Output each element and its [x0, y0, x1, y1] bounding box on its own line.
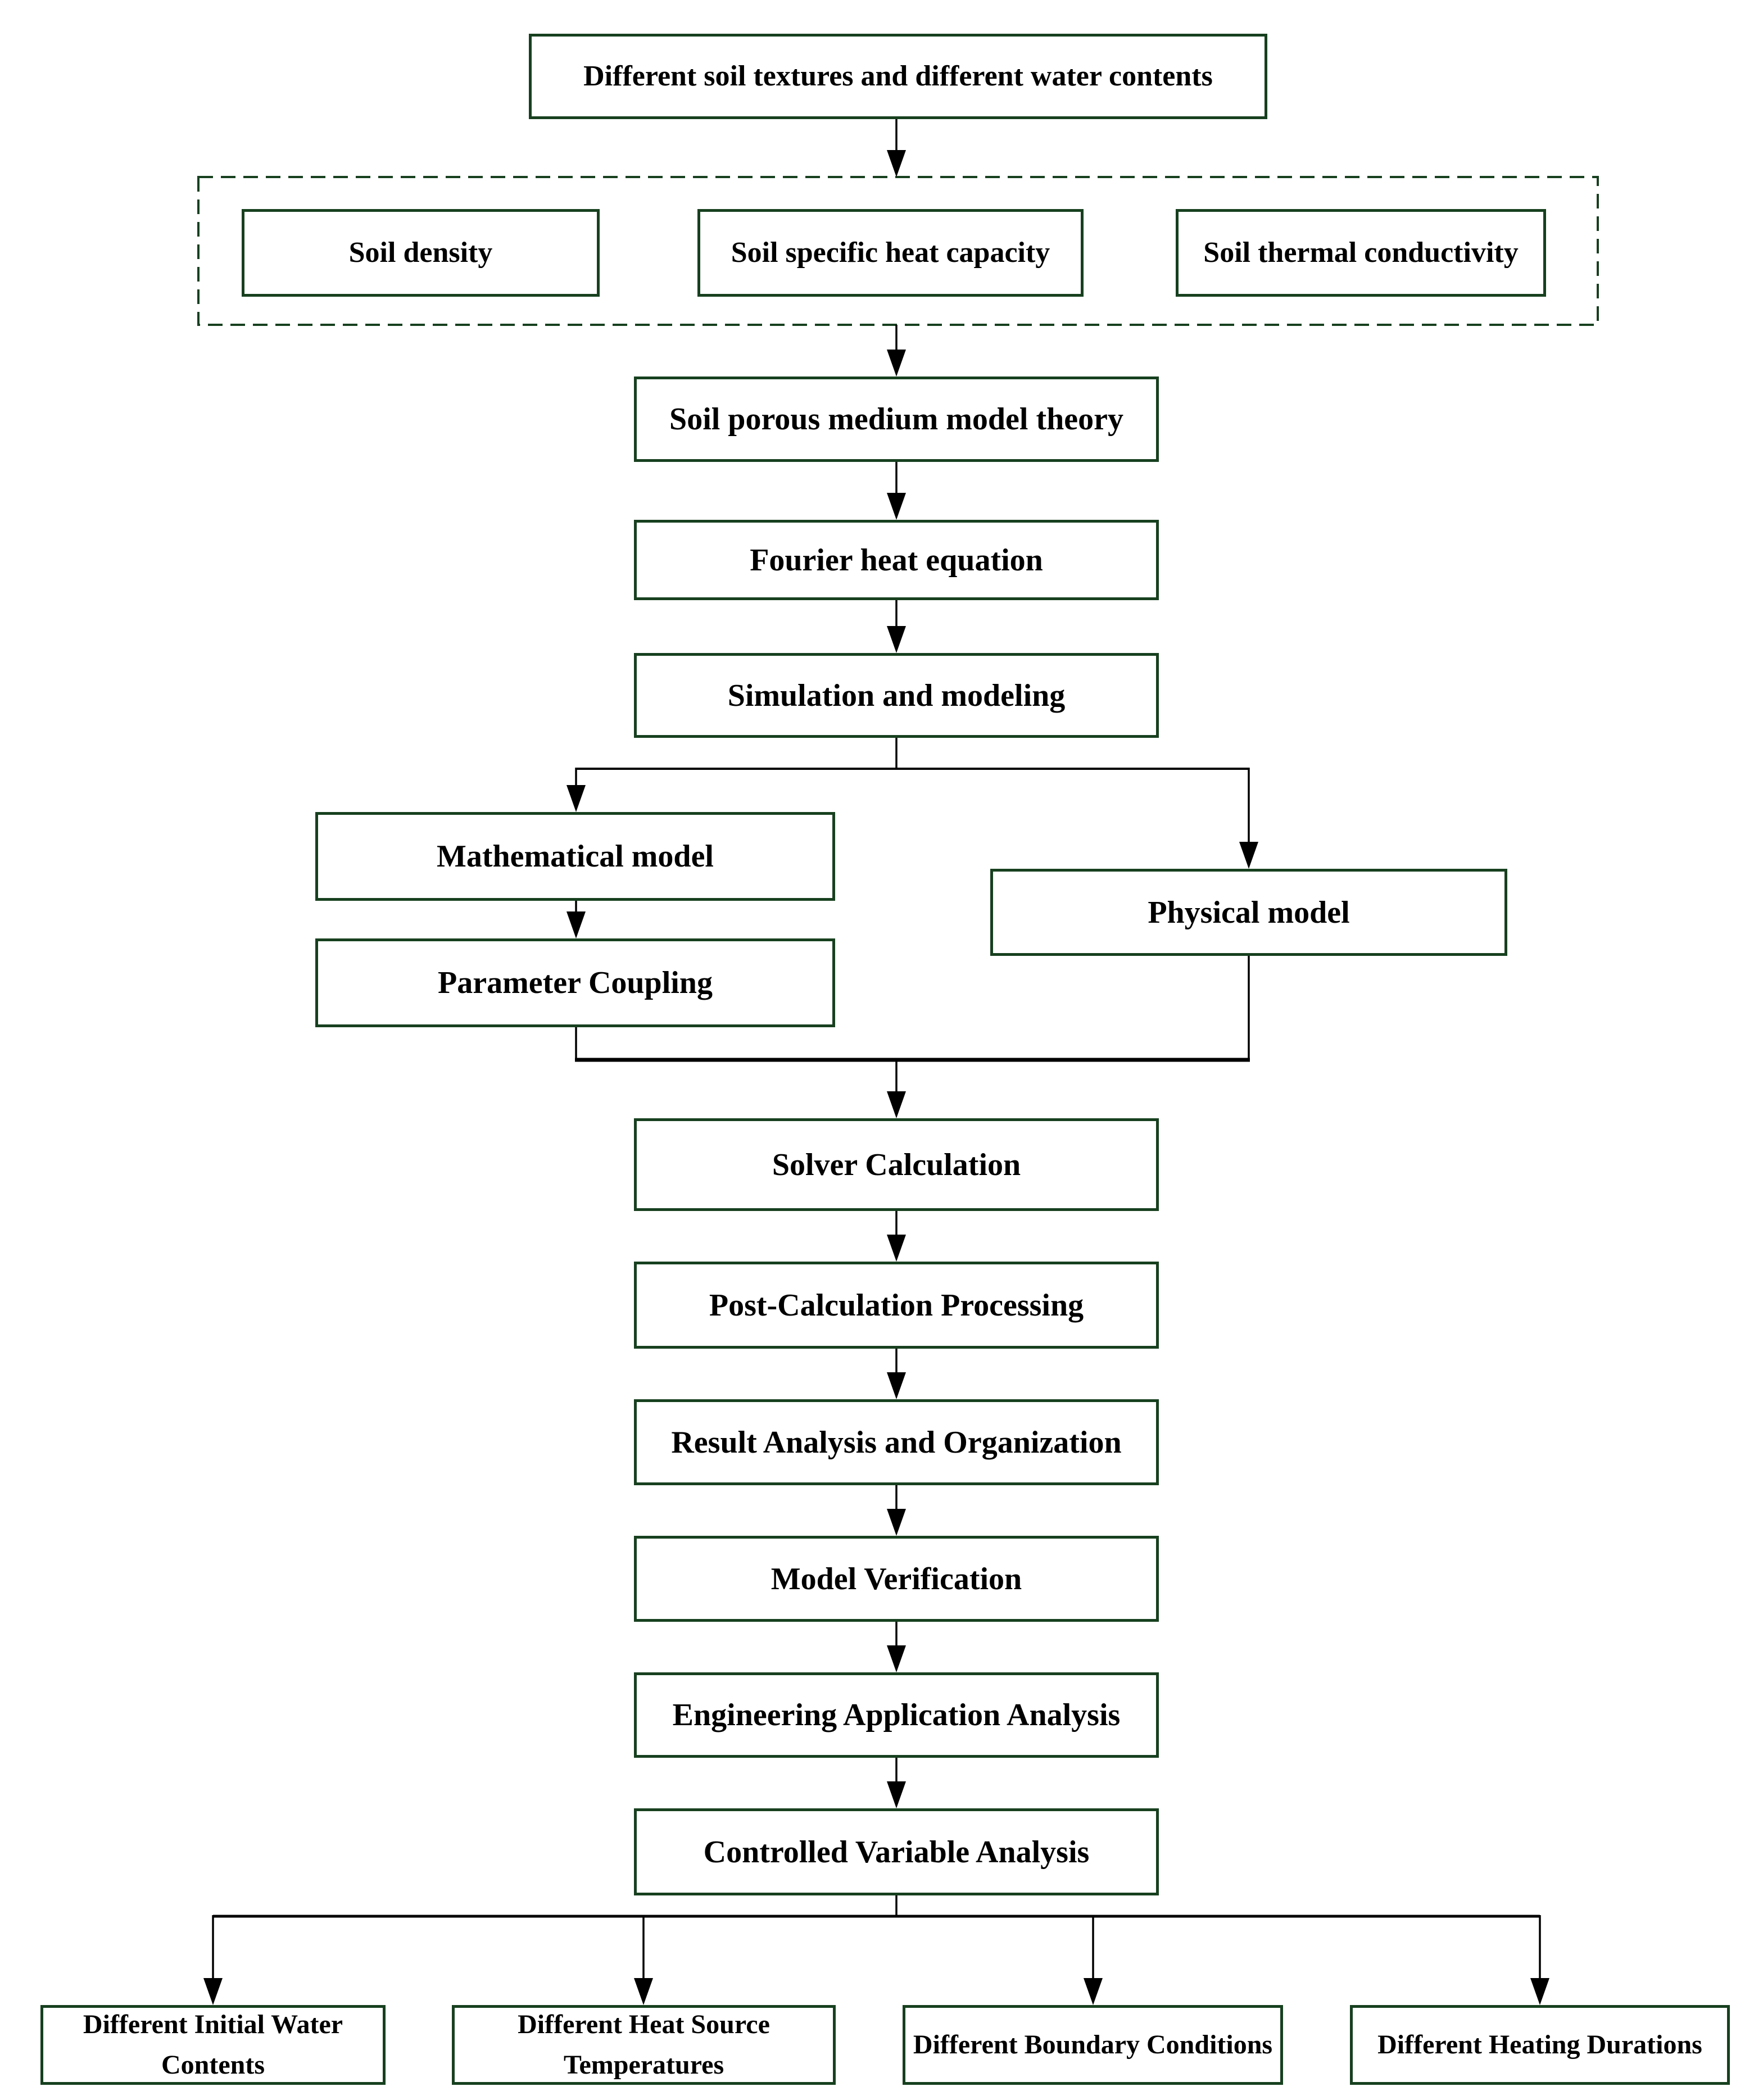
arrowhead-icon	[887, 1645, 906, 1672]
arrowhead-icon	[1239, 842, 1258, 869]
arrowhead-icon	[887, 1509, 906, 1536]
node-porous-theory-label: Soil porous medium model theory	[669, 402, 1123, 437]
node-post-processing	[634, 1262, 1159, 1349]
arrow-post-to-result	[887, 1349, 906, 1399]
arrowhead-icon	[887, 150, 906, 177]
node-physical-model	[990, 869, 1507, 956]
node-fourier-equation	[634, 520, 1159, 600]
node-mathematical-model	[315, 812, 835, 901]
node-soil-specific-heat-label: Soil specific heat capacity	[731, 237, 1050, 269]
arrowhead-icon	[887, 350, 906, 377]
arrow-porous-to-fourier	[887, 462, 906, 520]
node-result-analysis-label: Result Analysis and Organization	[671, 1425, 1122, 1460]
arrow-solver-to-post	[887, 1211, 906, 1262]
arrowhead-icon	[887, 626, 906, 653]
node-soil-density-label: Soil density	[348, 237, 493, 269]
node-parameter-coupling-label: Parameter Coupling	[438, 965, 713, 1000]
arrowhead-icon	[887, 1372, 906, 1399]
arrowhead-icon	[887, 1091, 906, 1118]
node-boundary-conditions	[903, 2005, 1283, 2085]
node-heating-durations-label: Different Heating Durations	[1377, 2030, 1702, 2060]
node-simulation-modeling	[634, 653, 1159, 738]
node-soil-inputs-label: Different soil textures and different water contents	[583, 60, 1213, 92]
node-heat-source-temperatures	[452, 2005, 836, 2085]
arrowhead-icon	[887, 1781, 906, 1808]
node-soil-thermal-conductivity-label: Soil thermal conductivity	[1203, 237, 1519, 269]
node-parameter-coupling	[315, 938, 835, 1027]
node-heat-source-temperatures-label: Different Heat Source Temperatures	[518, 2010, 770, 2080]
node-controlled-variable-label: Controlled Variable Analysis	[703, 1834, 1090, 1870]
arrowhead-icon	[1084, 1978, 1103, 2005]
node-soil-inputs	[529, 34, 1267, 119]
arrow-fourier-to-simulation	[887, 600, 906, 653]
node-initial-water-contents	[40, 2005, 386, 2085]
node-model-verification-label: Model Verification	[771, 1561, 1022, 1596]
branch-controlled-split	[203, 1895, 1549, 2005]
node-post-processing-label: Post-Calculation Processing	[709, 1287, 1084, 1323]
arrowhead-icon	[203, 1978, 223, 2005]
node-fourier-equation-label: Fourier heat equation	[750, 542, 1043, 578]
arrowhead-icon	[887, 493, 906, 520]
node-solver-calculation	[634, 1118, 1159, 1211]
node-solver-calculation-label: Solver Calculation	[772, 1147, 1021, 1182]
arrow-math-to-coupling	[566, 901, 586, 938]
arrow-result-to-verification	[887, 1485, 906, 1536]
arrowhead-icon	[1530, 1978, 1549, 2005]
node-controlled-variable	[634, 1808, 1159, 1895]
arrow-parameters-to-porous	[887, 325, 906, 377]
node-model-verification	[634, 1536, 1159, 1622]
node-soil-density	[242, 209, 600, 297]
node-heating-durations	[1350, 2005, 1730, 2085]
node-engineering-analysis	[634, 1672, 1159, 1758]
arrow-verification-to-engineering	[887, 1622, 906, 1672]
arrowhead-icon	[566, 911, 586, 938]
arrow-inputs-to-parameters	[887, 119, 906, 177]
node-boundary-conditions-label: Different Boundary Conditions	[913, 2030, 1273, 2060]
node-simulation-modeling-label: Simulation and modeling	[727, 678, 1066, 713]
node-physical-model-label: Physical model	[1148, 895, 1350, 930]
arrow-engineering-to-controlled	[887, 1758, 906, 1808]
arrowhead-icon	[566, 785, 586, 812]
node-soil-thermal-conductivity	[1176, 209, 1546, 297]
node-porous-theory	[634, 377, 1159, 462]
node-initial-water-contents-label: Different Initial Water Contents	[83, 2010, 343, 2080]
node-engineering-analysis-label: Engineering Application Analysis	[672, 1698, 1121, 1732]
node-result-analysis	[634, 1399, 1159, 1485]
arrowhead-icon	[634, 1978, 653, 2005]
node-mathematical-model-label: Mathematical model	[437, 839, 714, 874]
arrowhead-icon	[887, 1235, 906, 1262]
node-soil-specific-heat	[697, 209, 1084, 297]
